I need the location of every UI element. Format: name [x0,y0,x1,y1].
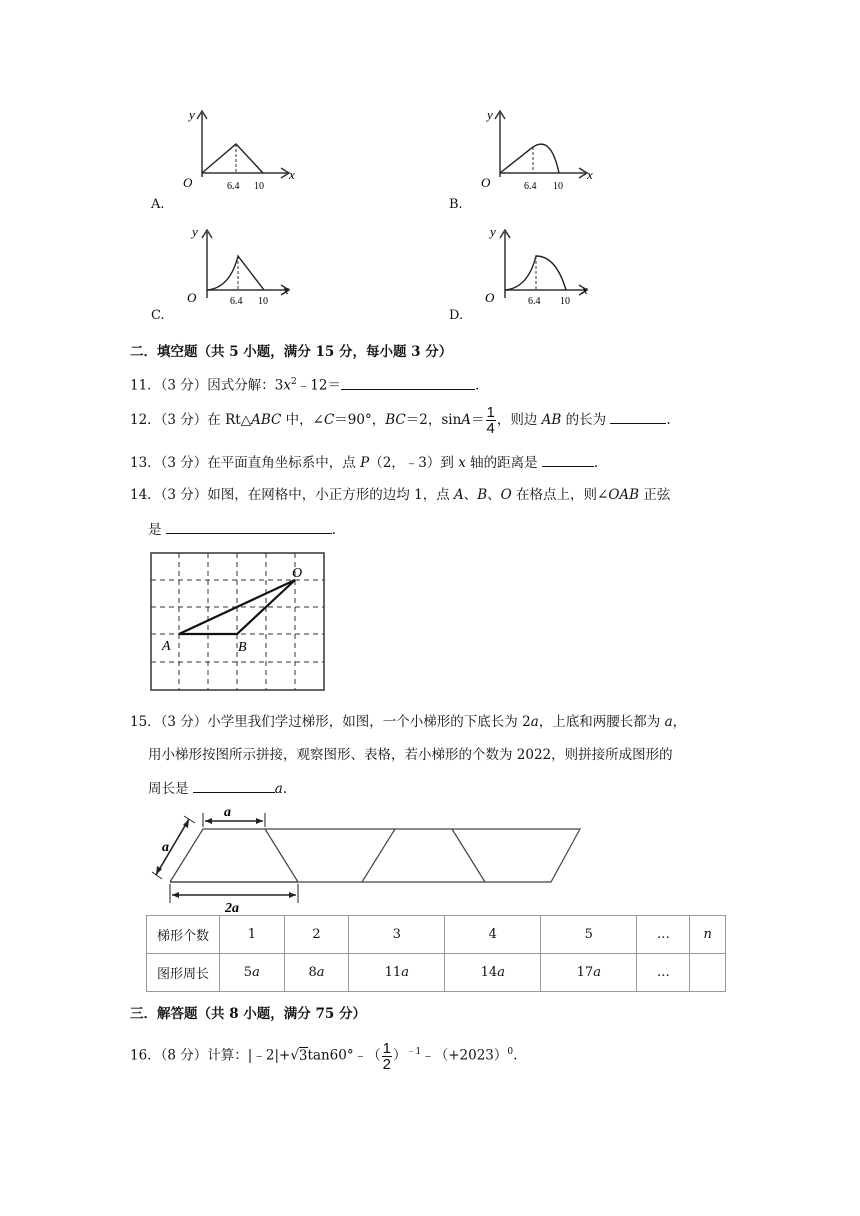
tick-label: 10 [560,296,570,307]
table-cell: 3 [349,916,445,954]
table-cell: 8a [284,954,349,992]
question-15-line3: 周长是 a. [148,778,287,798]
question-16: 16．（8 分）计算：|﹣2|+√3tan60°﹣（ $\frac{1}{2}$ ）$^{﹣1}﹣(+2023)^0$. [130,1039,518,1073]
table-row [147,954,726,992]
trapezoid-figure [150,803,590,913]
sqrt-symbol: √ [290,1047,299,1064]
point-a-label: A [162,639,171,654]
tick-label: 10 [254,181,264,192]
question-13: 13．（3 分）在平面直角坐标系中，点 P（2，﹣3）到 x 轴的距离是 . [130,452,598,472]
table-cell: n [690,916,726,954]
x-axis-label: x [289,167,295,182]
answer-blank[interactable] [542,452,594,467]
question-11: 11．（3 分）因式分解：$3x^2﹣12=$ . [130,373,479,395]
bottom-length-label: 2a [225,901,239,913]
origin-label: O [187,290,197,305]
grid-figure [150,552,325,692]
table-cell: 5 [541,916,637,954]
question-15-line1: 15．（3 分）小学里我们学过梯形，如图，一个小梯形的下底长为 2a，上底和两腰长都为 a， [130,714,687,730]
option-b-graph [473,105,603,195]
tick-label: 6.4 [227,181,240,192]
table-cell: 4 [445,916,541,954]
tick-label: 10 [258,296,268,307]
origin-label: O [183,175,193,190]
table-cell: 1 [220,916,285,954]
x-axis-label: x [587,167,593,182]
y-axis-label: y [487,107,493,122]
option-a-letter: A. [151,197,165,212]
table-cell: 17a [541,954,637,992]
point-o-label: O [292,566,303,581]
answer-blank[interactable] [610,409,666,424]
x-axis-label: x [582,282,588,297]
table-cell: 11a [349,954,445,992]
option-b-letter: B. [449,197,463,212]
table-cell: 14a [445,954,541,992]
section-title: 二．填空题（共 5 小题，满分 15 分，每小题 3 分） [130,344,453,360]
tick-label: 6.4 [524,181,537,192]
origin-label: O [485,290,495,305]
y-axis-label: y [490,224,496,239]
option-d-letter: D. [449,308,464,323]
top-length-label: a [224,805,231,820]
y-axis-label: y [189,107,195,122]
option-c-letter: C. [151,308,165,323]
origin-label: O [481,175,491,190]
table-row [147,916,726,954]
x-axis-label: x [283,282,289,297]
table-cell: … [637,916,690,954]
question-15-line2: 用小梯形按图所示拼接，观察图形、表格，若小梯形的个数为 2022，则拼接所成图形的 [148,747,673,763]
fraction-one-quarter: $\frac{1}{4}$ [486,404,495,437]
answer-blank[interactable] [193,778,275,793]
table-header-cell: 梯形个数 [147,916,220,954]
section-title: 三．解答题（共 8 小题，满分 75 分） [130,1006,366,1022]
y-axis-label: y [192,224,198,239]
table-cell: … [637,954,690,992]
option-a-graph [175,105,305,195]
table-header-cell: 图形周长 [147,954,220,992]
trapezoid-table [146,915,726,992]
question-12: 12．（3 分）在 Rt△ABC 中，∠C＝90°，BC＝2，sinA＝ $\frac{1}{4}$ ，则边 AB 的长为 . [130,404,671,437]
answer-blank[interactable] [166,519,332,534]
fraction-one-half: $\frac{1}{2}$ [382,1039,391,1073]
answer-blank[interactable] [341,375,475,390]
tick-label: 10 [553,181,563,192]
question-14-line1: 14．（3 分）如图，在网格中，小正方形的边均 1，点 A、B、O 在格点上，则∠OAB 正弦 [130,487,671,503]
side-length-label: a [162,840,169,855]
table-cell-answer[interactable] [690,954,726,992]
table-cell: 5a [220,954,285,992]
option-c-graph [180,218,310,308]
option-d-graph [478,218,608,308]
table-cell: 2 [284,916,349,954]
tick-label: 6.4 [230,296,243,307]
point-b-label: B [238,640,247,655]
question-14-line2: 是 . [148,519,336,539]
tick-label: 6.4 [528,296,541,307]
